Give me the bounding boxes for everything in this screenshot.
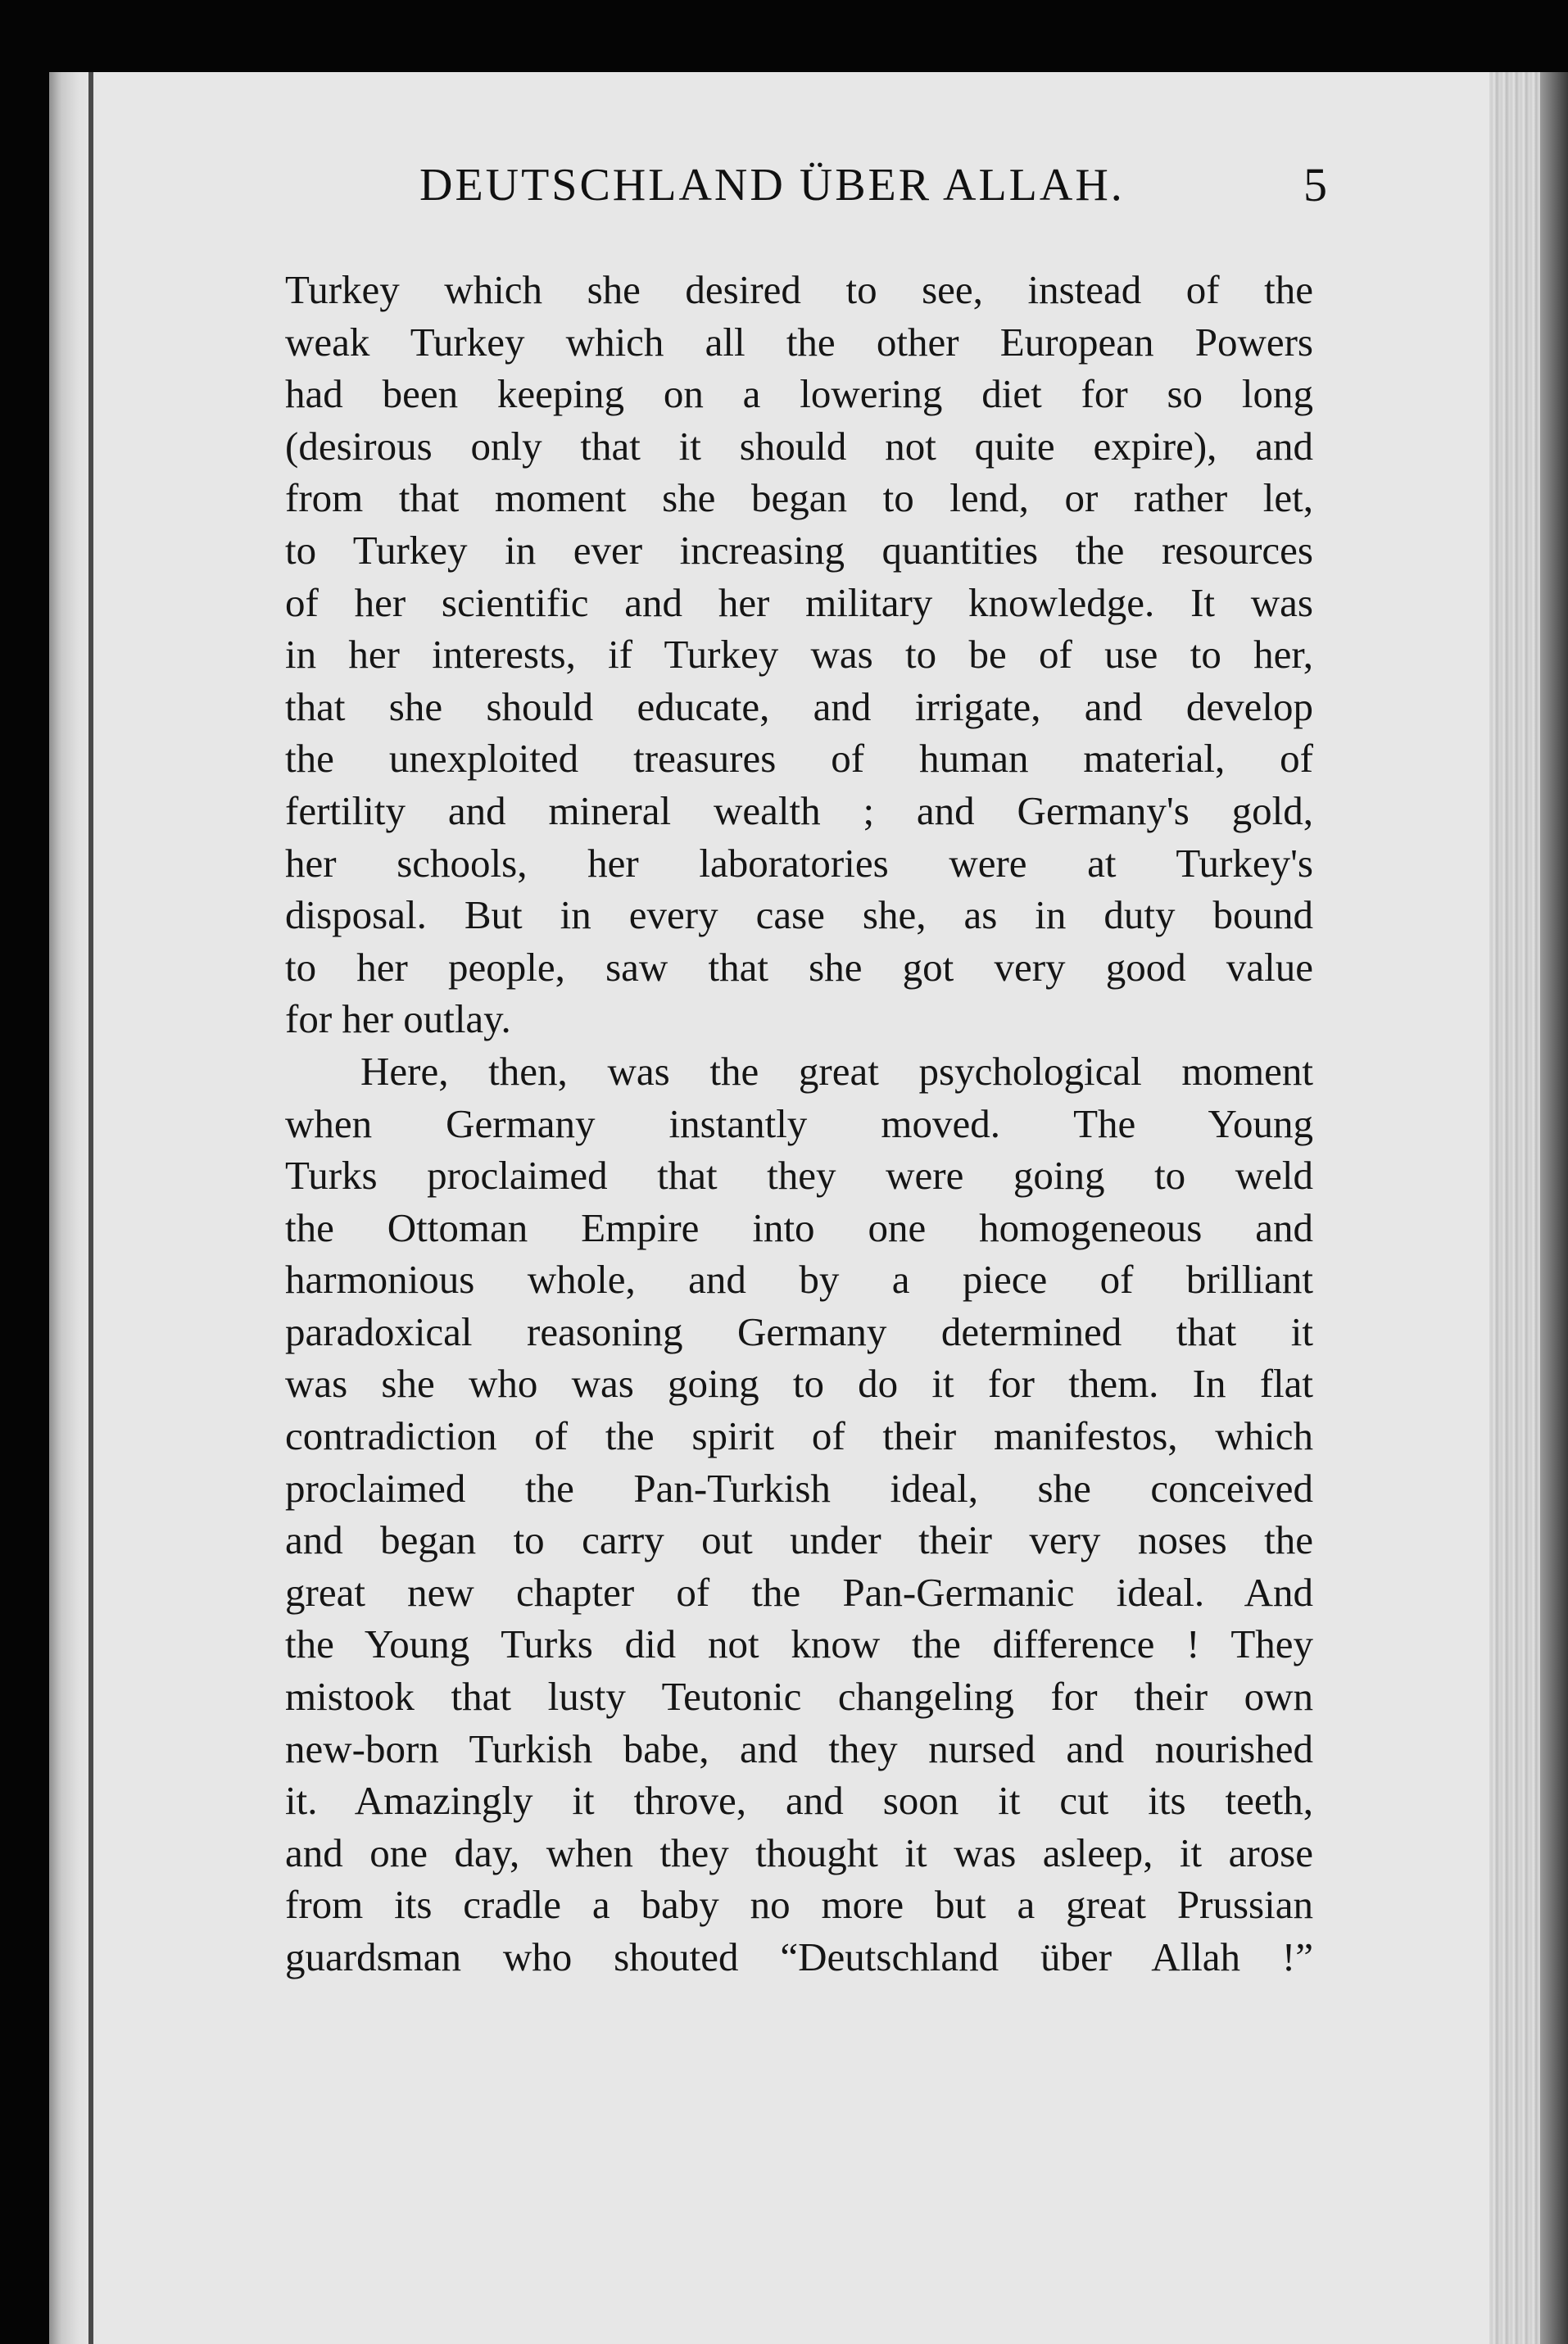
text-line: contradiction of the spirit of their manifestos, which <box>285 1413 1313 1459</box>
text-line: (desirous only that it should not quite expire), and <box>285 423 1313 469</box>
text-line: it. Amazingly it throve, and soon it cut its teeth, <box>285 1778 1313 1824</box>
text-line: was she who was going to do it for them. In flat <box>285 1361 1313 1407</box>
gutter-line <box>88 72 93 2344</box>
text-line: disposal. But in every case she, as in duty bound <box>285 892 1313 938</box>
text-line: had been keeping on a lowering diet for so long <box>285 371 1313 417</box>
text-line: the Ottoman Empire into one homogeneous and <box>285 1204 1313 1250</box>
text-line: Turks proclaimed that they were going to weld <box>285 1153 1313 1199</box>
text-line: great new chapter of the Pan-Germanic ideal. And <box>285 1569 1313 1615</box>
text-line: proclaimed the Pan-Turkish ideal, she conceived <box>285 1465 1313 1511</box>
page-number: 5 <box>1303 158 1327 211</box>
text-line: fertility and mineral wealth ; and Germany's gold, <box>285 787 1313 833</box>
text-line: from its cradle a baby no more but a great Prussian <box>285 1882 1313 1928</box>
text-line: and one day, when they thought it was asleep, it arose <box>285 1829 1313 1875</box>
text-line: harmonious whole, and by a piece of brilliant <box>285 1257 1313 1303</box>
text-line: paradoxical reasoning Germany determined that it <box>285 1308 1313 1354</box>
text-line: guardsman who shouted “Deutschland über Allah !” <box>285 1934 1313 1979</box>
text-line: that she should educate, and irrigate, and develop <box>285 683 1313 729</box>
text-line: to her people, saw that she got very good value <box>285 944 1313 990</box>
paragraph-end-line: for her outlay. <box>285 996 511 1042</box>
paragraph-first-line: Here, then, was the great psychological moment <box>360 1048 1313 1094</box>
text-line: new-born Turkish babe, and they nursed and nourished <box>285 1725 1313 1771</box>
text-line: and began to carry out under their very noses the <box>285 1517 1313 1563</box>
page-header <box>279 146 1344 224</box>
text-line: her schools, her laboratories were at Turkey's <box>285 840 1313 886</box>
running-head: DEUTSCHLAND ÜBER ALLAH. <box>419 160 1125 211</box>
text-line: in her interests, if Turkey was to be of use to her, <box>285 632 1313 678</box>
text-line: when Germany instantly moved. The Young <box>285 1100 1313 1146</box>
text-line: the unexploited treasures of human material, of <box>285 736 1313 782</box>
text-line: Turkey which she desired to see, instead of the <box>285 267 1313 312</box>
body-text <box>285 264 1313 1984</box>
text-line: of her scientific and her military knowledge. It was <box>285 579 1313 625</box>
text-line: from that moment she began to lend, or rather let, <box>285 475 1313 521</box>
text-line: weak Turkey which all the other European Powers <box>285 319 1313 365</box>
text-line: to Turkey in ever increasing quantities the resources <box>285 527 1313 573</box>
page-edge-shadow <box>1540 72 1568 2344</box>
text-line: the Young Turks did not know the difference ! They <box>285 1621 1313 1667</box>
text-line: mistook that lusty Teutonic changeling for their own <box>285 1674 1313 1720</box>
